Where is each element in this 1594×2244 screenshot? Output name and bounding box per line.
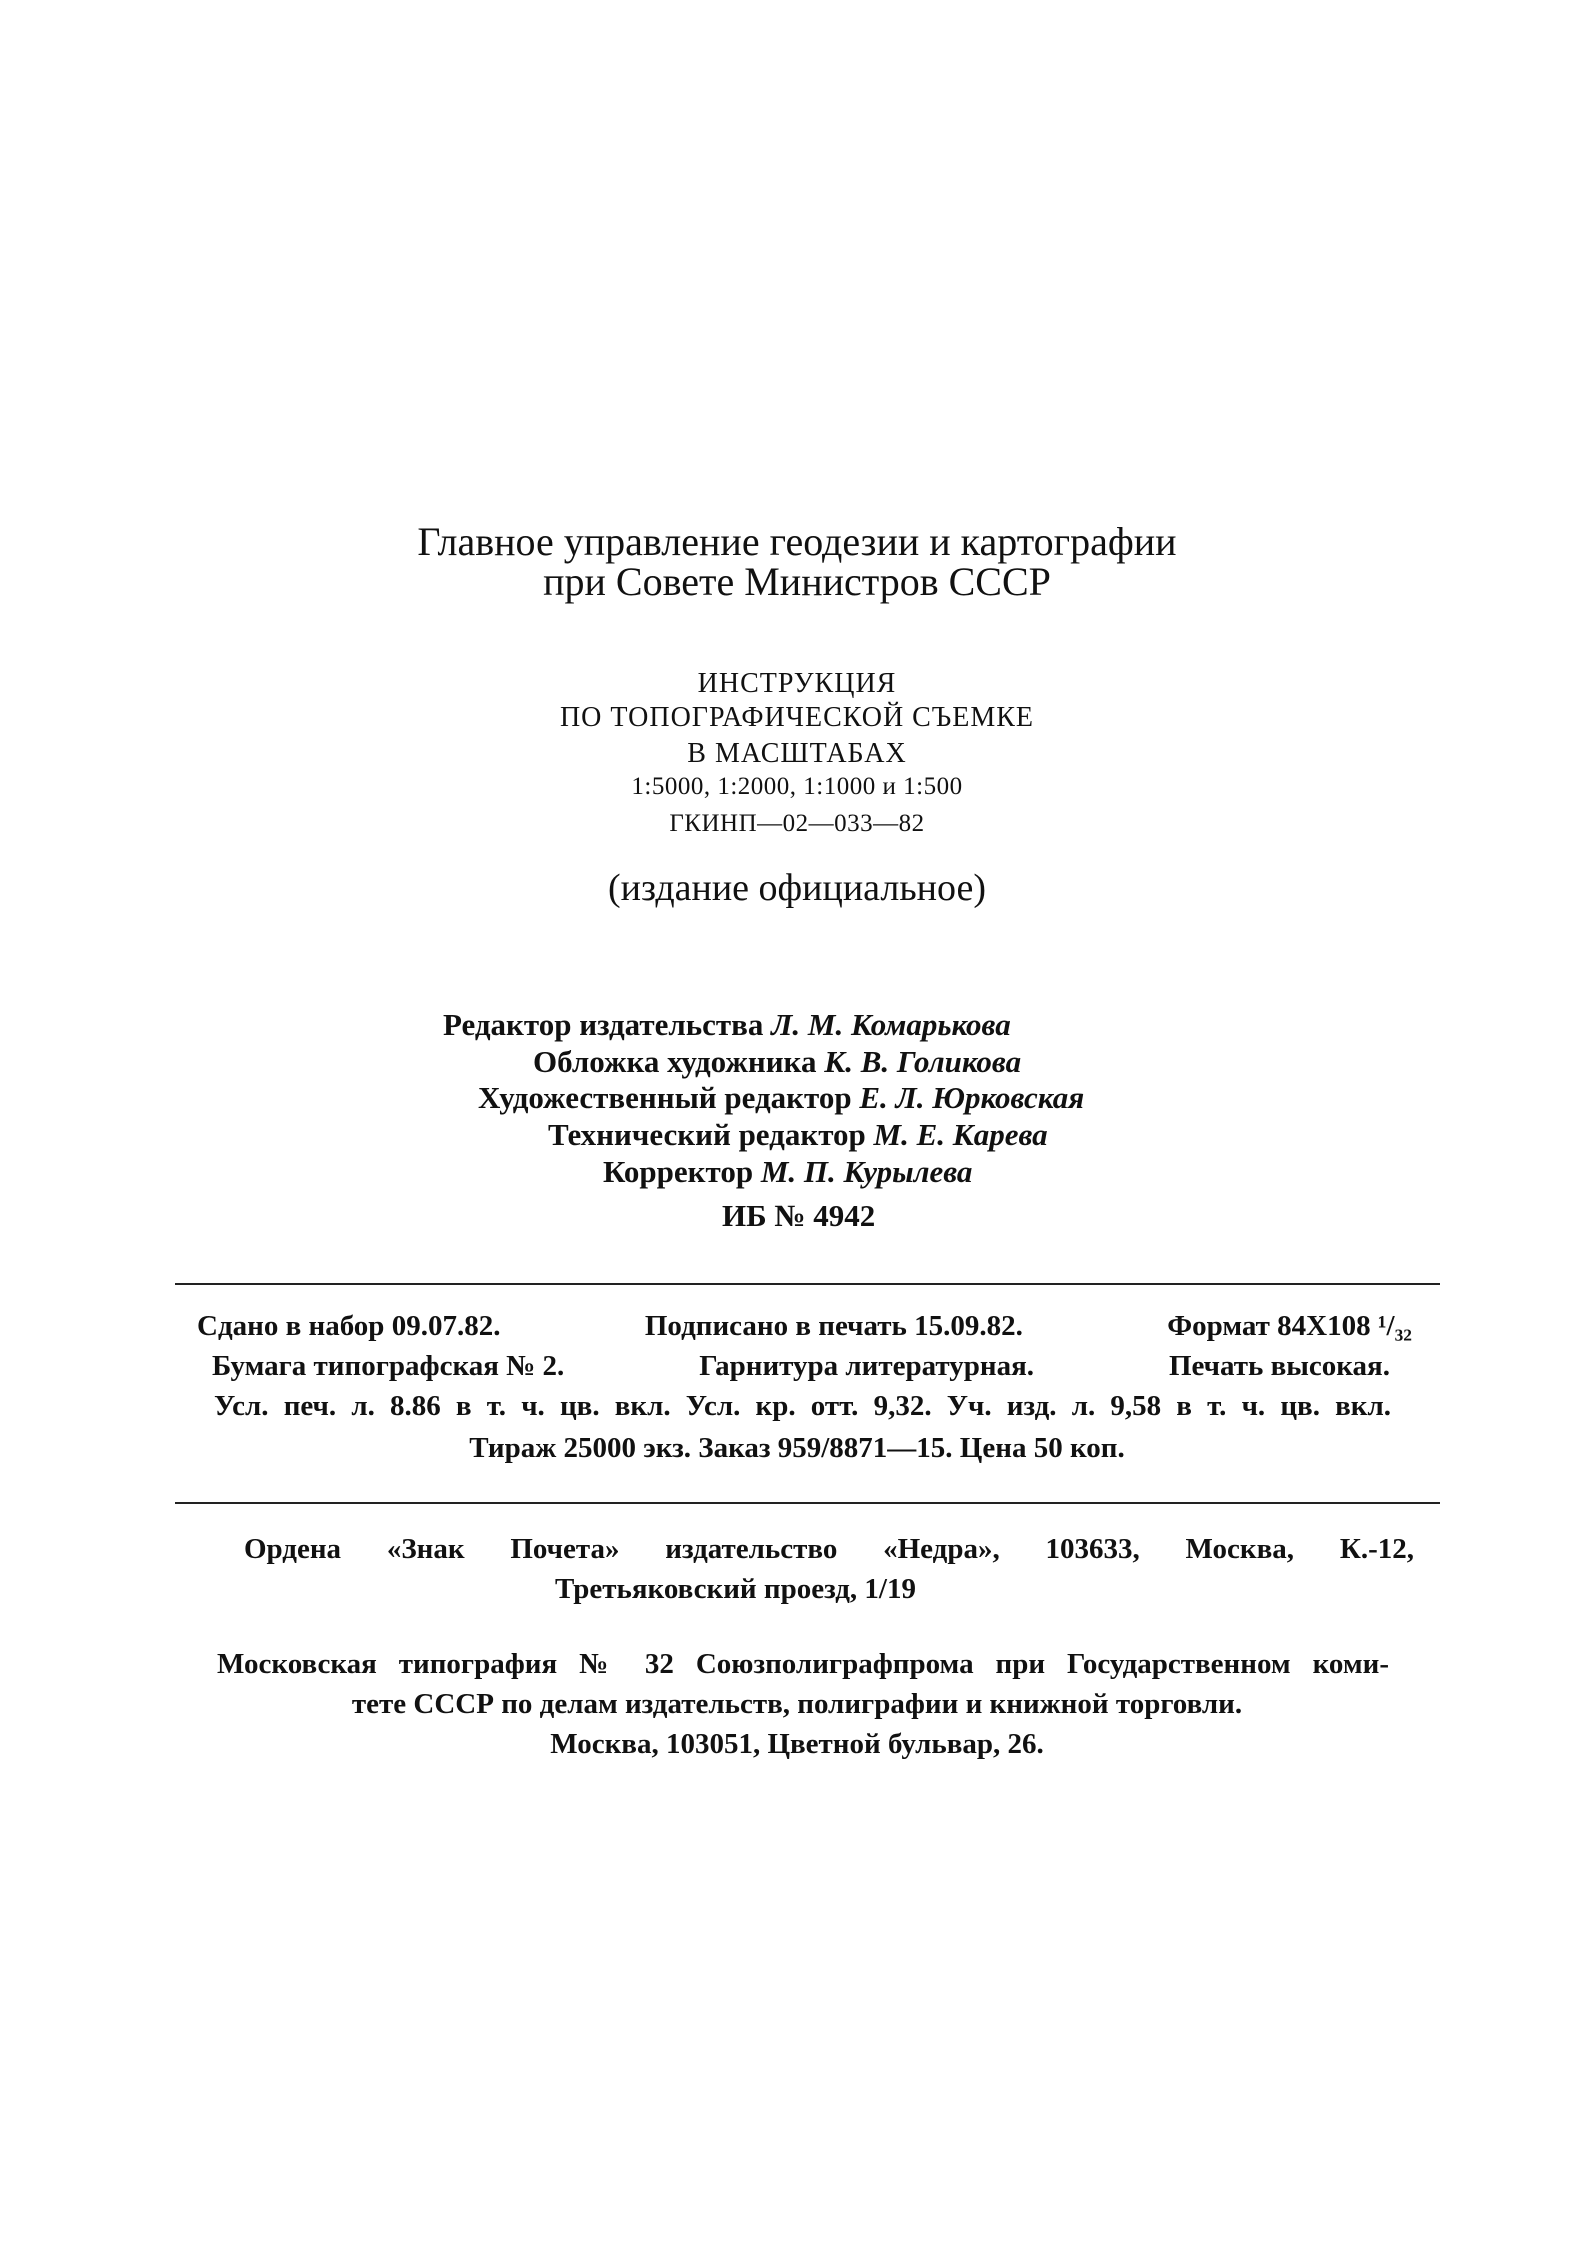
publisher-word: 103633, xyxy=(1045,1533,1140,1565)
imprint-row-1 xyxy=(197,1310,1412,1343)
publisher-line-1 xyxy=(244,1533,1414,1566)
imprint-printing: Печать высокая. xyxy=(1168,1350,1390,1382)
organization-line-2: при Совете Министров СССР xyxy=(543,559,1051,604)
imprint-signed-date: Подписано в печать 15.09.82. xyxy=(644,1310,1023,1342)
publisher-word: издательство xyxy=(665,1533,838,1565)
divider-top xyxy=(175,1283,1440,1285)
printer-line-2: тете СССР по делам издательств, полиграфии и книжной торговли. xyxy=(351,1688,1243,1720)
imprint-format: Формат 84Х108 ¹/₃₂ xyxy=(1167,1310,1412,1342)
document-title-line-3: В МАСШТАБАХ xyxy=(687,738,907,769)
publisher-word: К.-12, xyxy=(1339,1533,1414,1565)
publisher-word: «Недра», xyxy=(883,1533,1000,1565)
divider-bottom xyxy=(175,1502,1440,1504)
document-scales: 1:5000, 1:2000, 1:1000 и 1:500 xyxy=(631,773,963,800)
publisher-line-2: Третьяковский проезд, 1/19 xyxy=(555,1573,916,1605)
printer-line-1: Московская типография № 32 Союзполиграфпрома при Государственном коми- xyxy=(217,1648,1389,1680)
imprint-row-3: Усл. печ. л. 8.86 в т. ч. цв. вкл. Усл. кр. отт. 9,32. Уч. изд. л. 9,58 в т. ч. цв. вкл. xyxy=(214,1390,1391,1422)
credit-proofreader: Корректор М. П. Курылева xyxy=(603,1154,973,1189)
publisher-word: Москва, xyxy=(1185,1533,1295,1565)
credit-cover-artist: Обложка художника К. В. Голикова xyxy=(533,1044,1022,1079)
document-title-line-2: ПО ТОПОГРАФИЧЕСКОЙ СЪЕМКЕ xyxy=(559,702,1035,733)
organization-line-1: Главное управление геодезии и картографии xyxy=(417,519,1177,564)
document-type: ИНСТРУКЦИЯ xyxy=(697,668,897,699)
imprint-typeset-date: Сдано в набор 09.07.82. xyxy=(197,1310,501,1342)
publisher-word: «Знак xyxy=(386,1533,465,1565)
credit-editor: Редактор издательства Л. М. Комарькова xyxy=(443,1007,1011,1042)
ib-number: ИБ № 4942 xyxy=(722,1198,876,1233)
publisher-word: Ордена xyxy=(244,1533,342,1565)
imprint-paper: Бумага типографская № 2. xyxy=(212,1350,565,1382)
credit-technical-editor: Технический редактор М. Е. Карева xyxy=(548,1117,1048,1152)
imprint-row-2 xyxy=(212,1350,1390,1383)
document-code: ГКИНП—02—033—82 xyxy=(669,810,925,837)
imprint-typeface: Гарнитура литературная. xyxy=(699,1350,1035,1382)
printer-line-3: Москва, 103051, Цветной бульвар, 26. xyxy=(550,1728,1044,1760)
credit-art-editor: Художественный редактор Е. Л. Юрковская xyxy=(478,1080,1085,1115)
imprint-row-4: Тираж 25000 экз. Заказ 959/8871—15. Цена 50 коп. xyxy=(469,1432,1125,1464)
publisher-word: Почета» xyxy=(510,1533,620,1565)
edition-note: (издание официальное) xyxy=(608,867,986,909)
